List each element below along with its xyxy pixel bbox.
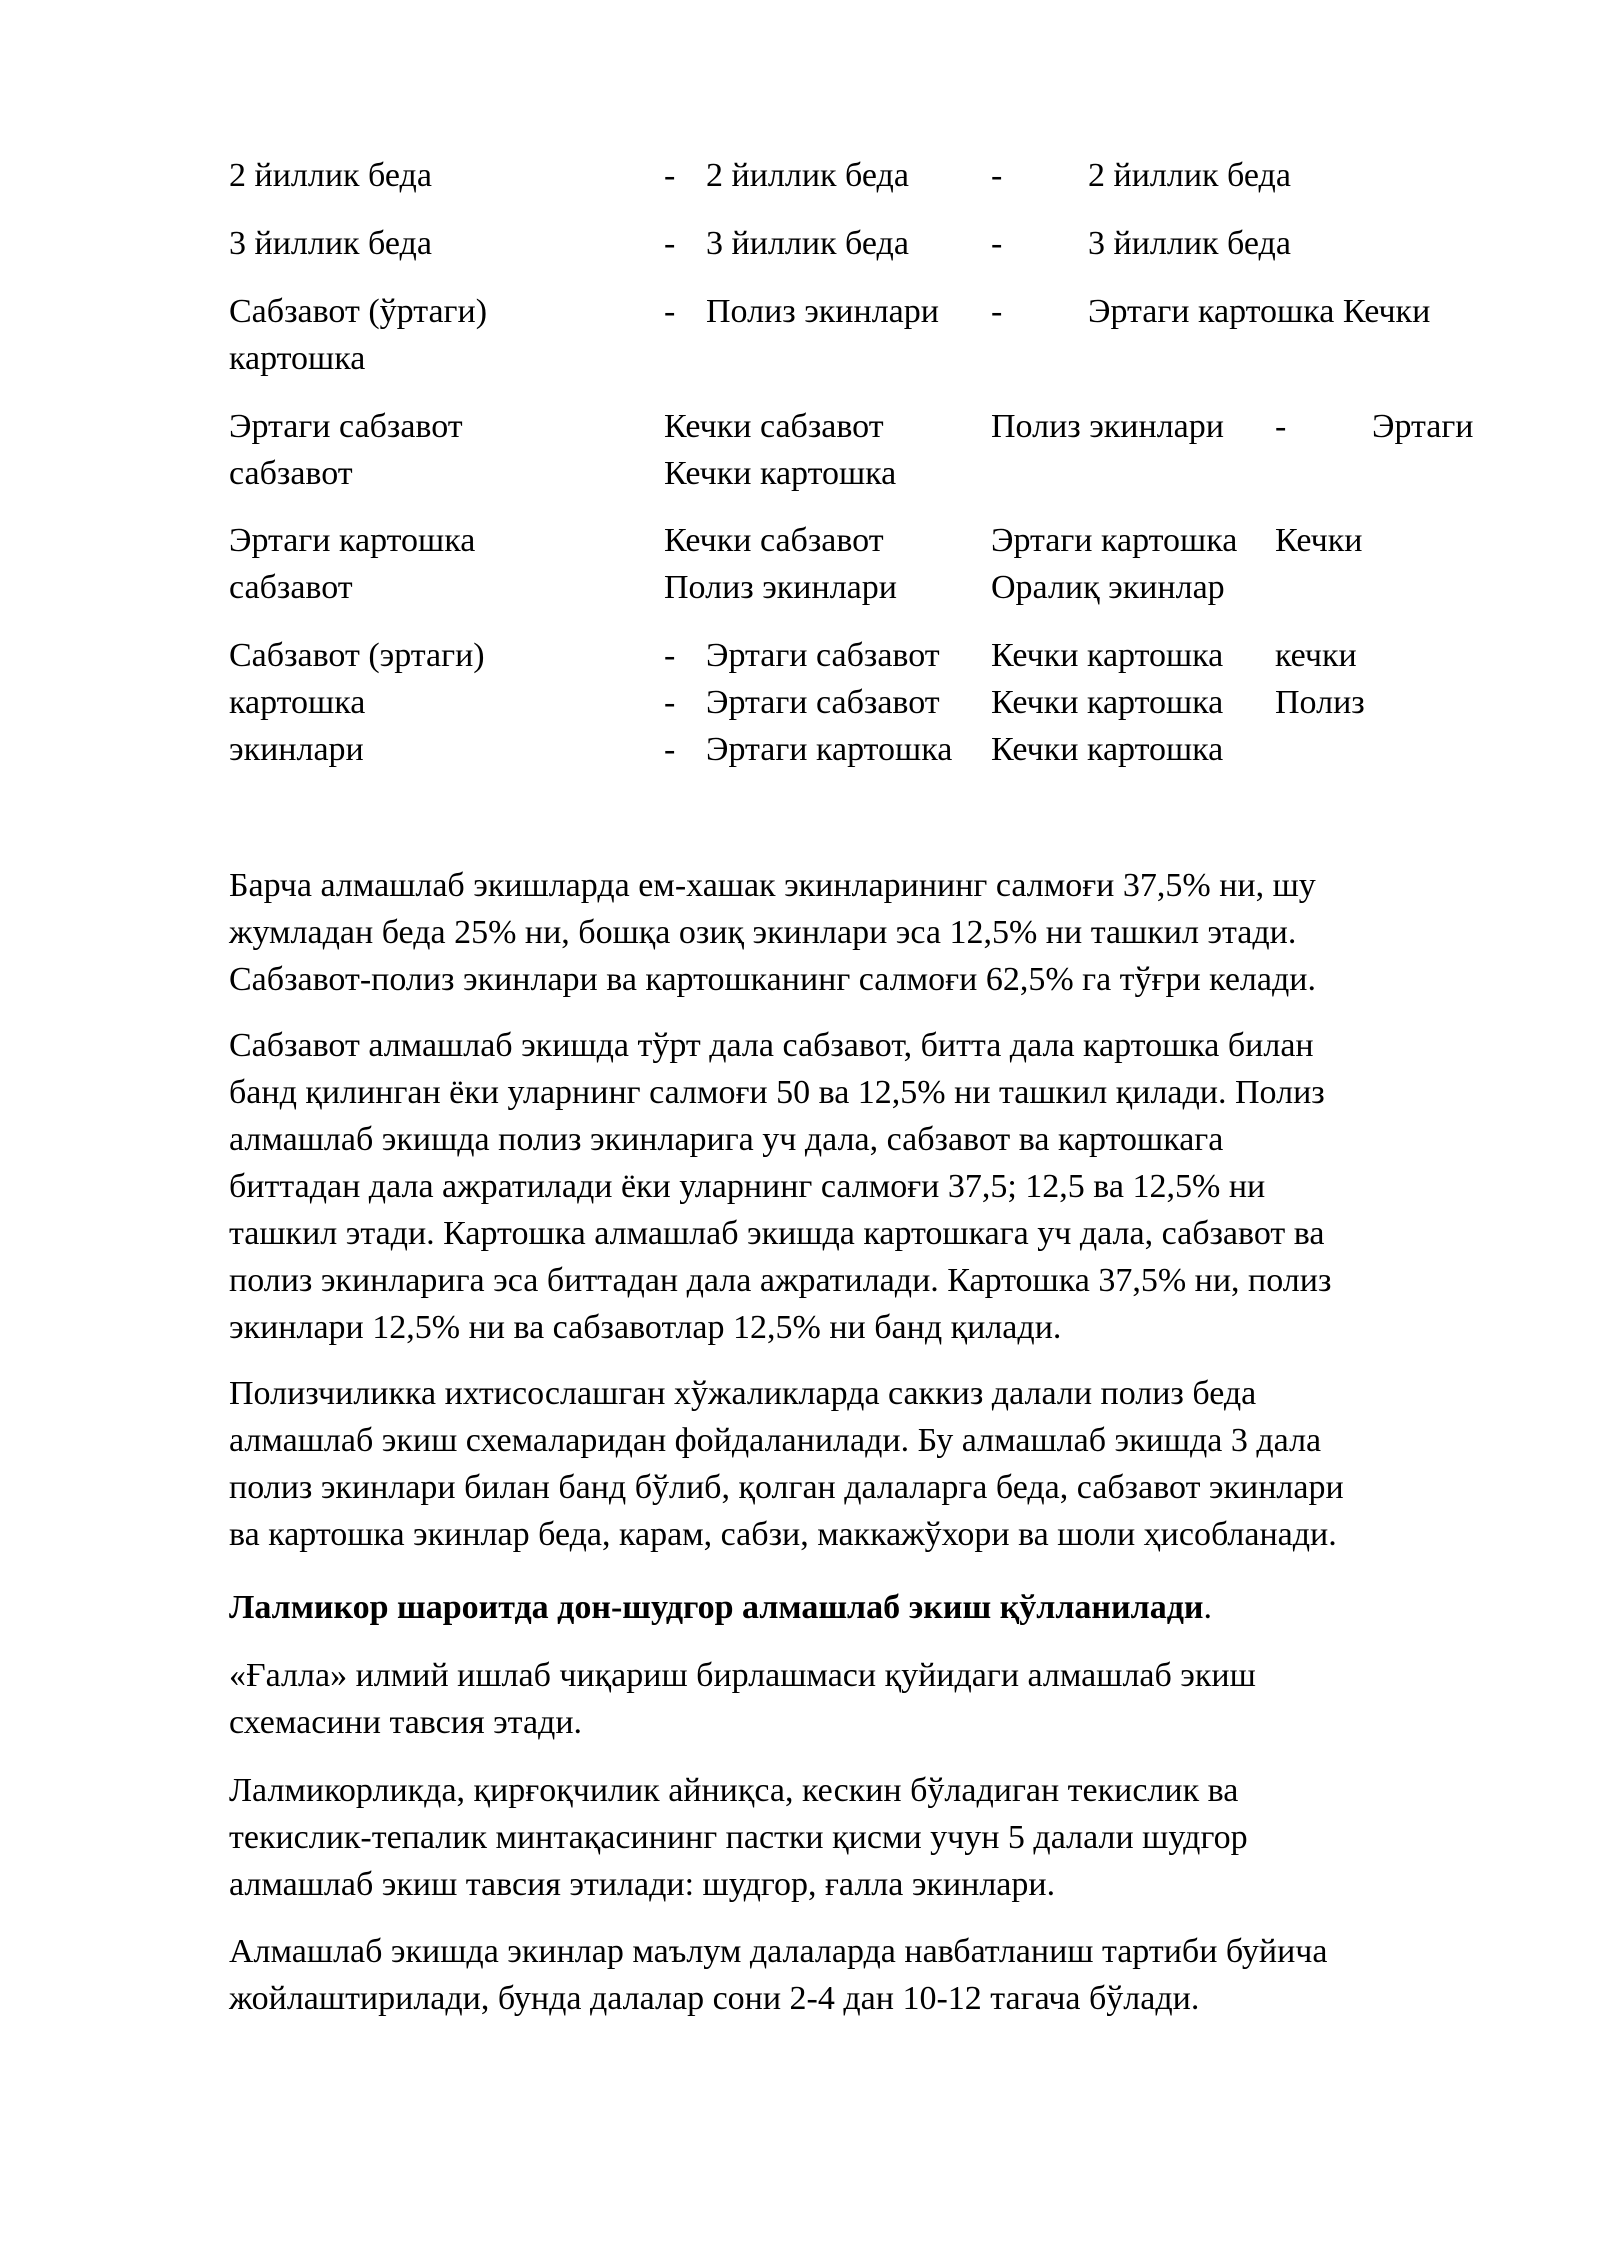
table-cell: - (664, 225, 676, 262)
text-line: Барча алмашлаб экишларда ем-хашак экинларининг салмоғи 37,5% ни, шу (229, 867, 1316, 904)
table-cell: Кечки картошка (991, 684, 1224, 721)
table-cell: Сабзавот (ўртаги) (229, 293, 488, 330)
table-cell: Кечки картошка (991, 731, 1224, 768)
table-cell: Эртаги картошка (991, 522, 1238, 559)
table-cell: Полиз экинлари (664, 569, 897, 606)
text-line: алмашлаб экишда полиз экинларига уч дала, сабзавот ва картошкага (229, 1121, 1224, 1158)
heading-text: Лалмикор шароитда дон-шудгор алмашлаб экиш қўлланилади (229, 1589, 1204, 1626)
table-cell: - (664, 293, 676, 330)
heading-period: . (1203, 1589, 1212, 1626)
table-cell: - (664, 637, 676, 674)
text-line: полиз экинларига эса биттадан дала ажратилади. Картошка 37,5% ни, полиз (229, 1262, 1332, 1299)
text-line: жумладан беда 25% ни, бошқа озиқ экинлари эса 12,5% ни ташкил этади. (229, 914, 1297, 951)
text-line: экинлари 12,5% ни ва сабзавотлар 12,5% ни банд қилади. (229, 1309, 1062, 1346)
text-line: ташкил этади. Картошка алмашлаб экишда картошкага уч дала, сабзавот ва (229, 1215, 1325, 1252)
paragraph (229, 1767, 1529, 1908)
table-cell: Сабзавот (эртаги) (229, 637, 485, 674)
table-cell: сабзавот (229, 569, 353, 606)
table-cell: Эртаги сабзавот (706, 684, 940, 721)
table-cell: картошка (229, 340, 366, 377)
table-cell: Полиз (1275, 684, 1365, 721)
text-line: Алмашлаб экишда экинлар маълум далаларда навбатланиш тартиби буйича (229, 1933, 1328, 1970)
table-cell: Кечки (1275, 522, 1363, 559)
table-cell: экинлари (229, 731, 364, 768)
paragraph (229, 1652, 1529, 1746)
text-line: Полизчиликка ихтисослашган хўжаликларда саккиз далали полиз беда (229, 1375, 1257, 1412)
table-cell: Кечки картошка (664, 455, 897, 492)
section-heading (229, 1584, 1529, 1631)
table-cell: - (1275, 408, 1287, 445)
table-cell: 3 йиллик беда (706, 225, 909, 262)
table-cell: Полиз экинлари (991, 408, 1224, 445)
table-cell: 2 йиллик беда (1088, 157, 1291, 194)
table-cell: - (664, 731, 676, 768)
table-cell: 2 йиллик беда (706, 157, 909, 194)
table-cell: Эртаги картошка (706, 731, 953, 768)
text-line: полиз экинлари билан банд бўлиб, қолган далаларга беда, сабзавот экинлари (229, 1469, 1344, 1506)
text-line: текислик-тепалик минтақасининг пастки қисми учун 5 далали шудгор (229, 1819, 1248, 1856)
text-line: схемасини тавсия этади. (229, 1704, 583, 1741)
table-cell: - (991, 225, 1003, 262)
text-line: Сабзавот алмашлаб экишда тўрт дала сабзавот, битта дала картошка билан (229, 1027, 1314, 1064)
table-cell: Кечки картошка (991, 637, 1224, 674)
text-line: алмашлаб экиш схемаларидан фойдаланилади. Бу алмашлаб экишда 3 дала (229, 1422, 1322, 1459)
table-cell: сабзавот (229, 455, 353, 492)
table-cell: Эртаги (1372, 408, 1474, 445)
paragraph (229, 1022, 1529, 1351)
table-cell: Эртаги картошка (229, 522, 476, 559)
table-cell: - (664, 684, 676, 721)
table-cell: Эртаги картошка Кечки (1088, 293, 1431, 330)
table-cell: 3 йиллик беда (1088, 225, 1291, 262)
table-cell: 2 йиллик беда (229, 157, 432, 194)
text-line: биттадан дала ажратилади ёки уларнинг салмоғи 37,5; 12,5 ва 12,5% ни (229, 1168, 1266, 1205)
text-line: Сабзавот-полиз экинлари ва картошканинг салмоғи 62,5% га тўғри келади. (229, 961, 1316, 998)
table-cell: Оралиқ экинлар (991, 569, 1225, 606)
table-cell: - (991, 157, 1003, 194)
table-cell: Кечки сабзавот (664, 522, 884, 559)
paragraph (229, 1928, 1529, 2022)
paragraph (229, 862, 1529, 1003)
table-cell: Эртаги сабзавот (706, 637, 940, 674)
text-line: банд қилинган ёки уларнинг салмоғи 50 ва 12,5% ни ташкил қилади. Полиз (229, 1074, 1325, 1111)
text-line: «Ғалла» илмий ишлаб чиқариш бирлашмаси қуйидаги алмашлаб экиш (229, 1657, 1256, 1694)
table-cell: 3 йиллик беда (229, 225, 432, 262)
text-line: жойлаштирилади, бунда далалар сони 2-4 дан 10-12 тагача бўлади. (229, 1980, 1200, 2017)
table-cell: - (991, 293, 1003, 330)
table-cell: кечки (1275, 637, 1357, 674)
table-cell: - (664, 157, 676, 194)
table-cell: картошка (229, 684, 366, 721)
table-cell: Эртаги сабзавот (229, 408, 463, 445)
text-line: ва картошка экинлар беда, карам, сабзи, маккажўхори ва шоли ҳисобланади. (229, 1516, 1337, 1553)
text-line: алмашлаб экиш тавсия этилади: шудгор, ғалла экинлари. (229, 1866, 1056, 1903)
table-cell: Кечки сабзавот (664, 408, 884, 445)
paragraph (229, 1370, 1529, 1558)
table-cell: Полиз экинлари (706, 293, 939, 330)
text-line: Лалмикорликда, қирғоқчилик айниқса, кескин бўладиган текислик ва (229, 1772, 1239, 1809)
